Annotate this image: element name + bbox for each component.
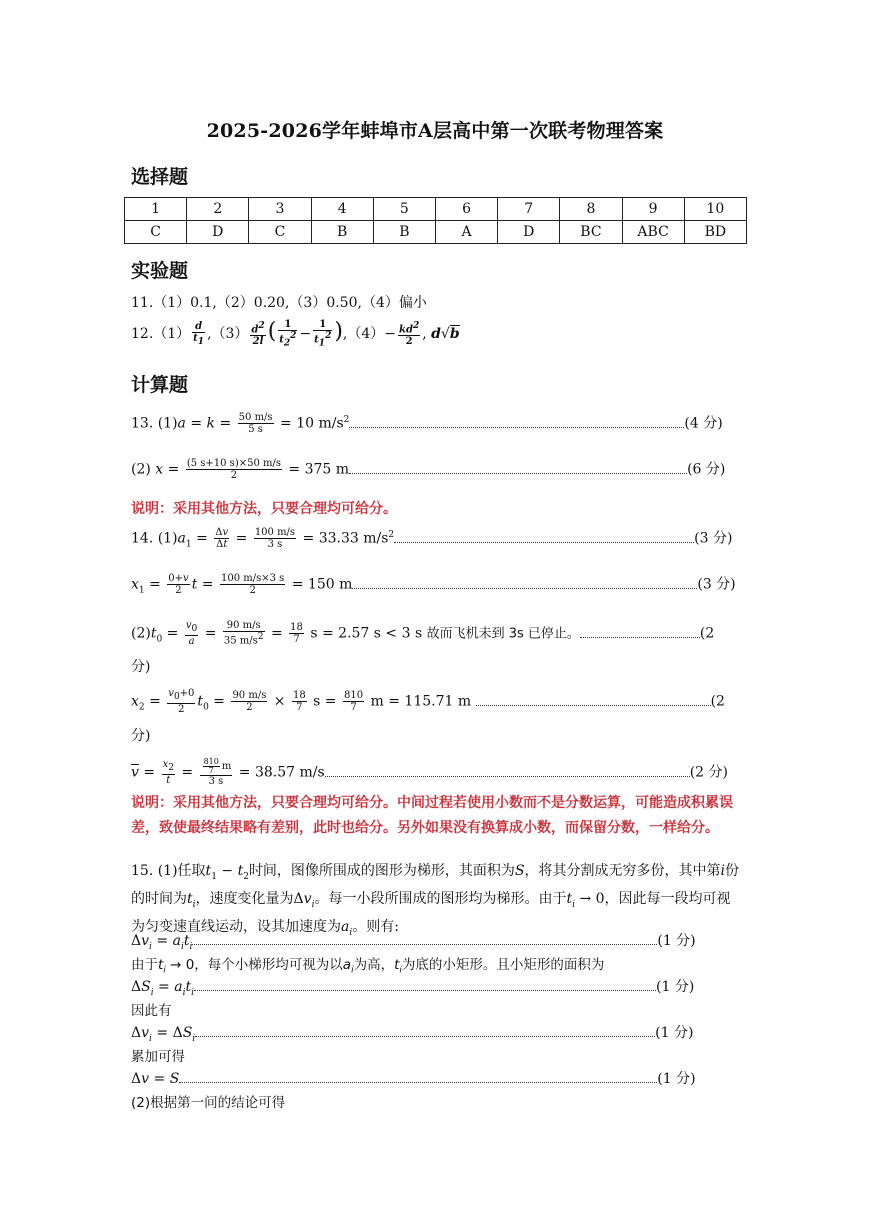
q15-score2: (1 分) bbox=[656, 979, 695, 995]
table-cell: BC bbox=[560, 221, 622, 244]
q12-part3: ,（3） bbox=[207, 326, 249, 343]
q15-l3d: 为底的小矩形。且小矩形的面积为 bbox=[401, 957, 605, 973]
table-cell: 8 bbox=[560, 198, 622, 221]
section-calc-heading: 计算题 bbox=[131, 374, 189, 396]
q15-score4: (1 分) bbox=[657, 1071, 696, 1087]
q14-score5: (2 分) bbox=[689, 764, 728, 781]
table-cell: C bbox=[249, 221, 311, 244]
q15-l3b: ，每个小梯形均可视为以 bbox=[194, 957, 343, 973]
table-cell: C bbox=[125, 221, 187, 244]
q15-p1f: 。每一小段所围成的图形均为梯形。由于 bbox=[314, 890, 567, 907]
q15-paragraph: 15. (1)任取$t_1 - t_2$时间，图像所围成的图形为梯形，其面积为S，将其分割成无穷多份，其中第i份的时间为$t_i$，速度变化量为$\Delta v_i$。每一小段所围成的图形均为梯形。由于$t_i \to 0$，因此每一段均可视为匀变速直线运动，设其加速度为$a_i$。则有: bbox=[131, 863, 740, 938]
q15-score3: (1 分) bbox=[655, 1025, 694, 1041]
q15-p1b: 时间，图像所围成的图形为梯形，其面积为 bbox=[248, 863, 515, 879]
q12-answer: 12.（1） $\frac{d}{t_1}$ ,（3） $\frac{d^2}{2l}$ ( $\frac{1}{t_2^2}$ − $\frac{1}{t_1^2}$ ),（4）− $\frac{kd^2}{2}$ , d√b bbox=[131, 319, 460, 349]
q13-prefix2: (2) bbox=[131, 461, 156, 478]
q15-p1: 15. (1)任取 bbox=[131, 863, 206, 879]
q15-p1e: ，速度变化量为 bbox=[195, 890, 294, 907]
page-title: 2025-2026学年蚌埠市A层高中第一次联考物理答案 bbox=[206, 120, 664, 142]
q15-line7: 累加可得 bbox=[131, 1049, 185, 1065]
table-cell: 3 bbox=[249, 198, 311, 221]
answer-table-answers-row bbox=[125, 221, 747, 244]
table-cell: ABC bbox=[622, 221, 684, 244]
table-cell: B bbox=[373, 221, 435, 244]
table-cell: D bbox=[498, 221, 560, 244]
table-cell: D bbox=[187, 221, 249, 244]
q14-line5: $\overline{v}$ = $\frac{x_2}{t}$ = $\frac{810}{7}$ m 3 s = 38.57 m/s (2 分) bbox=[131, 757, 728, 787]
q13-prefix: 13. (1) bbox=[131, 415, 178, 432]
q14-line4: $x_2$ = $\frac{v_0+0}{2}$ $t_0$ = $\frac{90 m/s}{2}$ × $\frac{18}{7}$ s = $\frac{810}{7}$ m = 115.71 m (2 bbox=[131, 688, 725, 715]
q11-answer: 11.（1）0.1,（2）0.20,（3）0.50,（4）偏小 bbox=[131, 295, 427, 311]
q15-score1: (1 分) bbox=[657, 933, 696, 949]
q12-lead: 12.（1） bbox=[131, 326, 191, 343]
q14-line2: $x_1$ = $\frac{0+v}{2}$ t = $\frac{100 m/s\times 3 s}{2}$ = 150 m (3 分) bbox=[131, 573, 736, 596]
note-1: 说明：采用其他方法，只要合理均可给分。 bbox=[131, 501, 397, 517]
q14-score3: (2 bbox=[699, 625, 715, 642]
q15-p1h: 。则有: bbox=[352, 918, 399, 935]
q12-part4: ,（4）− bbox=[342, 326, 397, 343]
table-cell: 5 bbox=[373, 198, 435, 221]
table-cell: 6 bbox=[435, 198, 497, 221]
q15-p1c: ，将其分割成无穷多份，其中第 bbox=[524, 863, 721, 879]
q15-p1g: ，因此每一段均可视为匀变速直线运动，设其加速度为 bbox=[131, 890, 731, 935]
table-cell: 4 bbox=[311, 198, 373, 221]
answer-table-numbers-row bbox=[125, 198, 747, 221]
q13-score2: (6 分) bbox=[687, 461, 726, 478]
table-cell: 2 bbox=[187, 198, 249, 221]
table-cell: 10 bbox=[684, 198, 746, 221]
table-cell: 1 bbox=[125, 198, 187, 221]
q14-prefix: 14. (1) bbox=[131, 530, 178, 547]
q15-line5: 因此有 bbox=[131, 1003, 172, 1019]
q14-line3: $(2)t_0$ = $\frac{v_0}{a}$ = $\frac{90 m/s}{35 m/s^2}$ = $\frac{18}{7}$ s = 2.57 s < 3 s 故而飞机未到 3s 已停止。 (2 bbox=[131, 620, 715, 647]
q13-line2: (2) x = $\frac{(5 s+10 s)\times 50 m/s}{2}$ = 375 m (6 分) bbox=[131, 458, 726, 481]
answer-table bbox=[124, 197, 747, 244]
q15-line3: 由于$t_i \to 0$，每个小梯形均可视为以$a_i$为高，$t_i$为底的小矩形。且小矩形的面积为 bbox=[131, 957, 605, 976]
q14-score1: (3 分) bbox=[694, 530, 733, 547]
q15-l3: 由于 bbox=[131, 957, 158, 973]
q13-score1: (4 分) bbox=[684, 415, 723, 432]
table-cell: 7 bbox=[498, 198, 560, 221]
q14-prefix3: (2) bbox=[131, 625, 151, 642]
q15-eq3: $\Delta v_i = \Delta S_i$ (1 分) bbox=[131, 1025, 694, 1044]
section-choice-heading: 选择题 bbox=[131, 166, 189, 188]
q14-score4: (2 bbox=[710, 693, 725, 710]
q15-l3c: 为高， bbox=[353, 957, 395, 973]
q15-eq1: $\Delta v_i = a_it_i$ (1 分) bbox=[131, 933, 696, 952]
q13-line1: 13. (1)a = k = $\frac{50 m/s}{5 s}$ = 10 $m/s^2$ (4 分) bbox=[131, 412, 723, 435]
table-cell: B bbox=[311, 221, 373, 244]
section-experiment-heading: 实验题 bbox=[131, 260, 189, 282]
q12-tail: , bbox=[422, 326, 427, 343]
q14-text3: 故而飞机未到 3s 已停止。 bbox=[426, 626, 580, 642]
q15-line9: (2)根据第一问的结论可得 bbox=[131, 1095, 286, 1111]
table-cell: 9 bbox=[622, 198, 684, 221]
q15-p1d: 份的时间为 bbox=[131, 863, 740, 907]
table-cell: BD bbox=[684, 221, 746, 244]
q15-eq4: Δv = S (1 分) bbox=[131, 1071, 696, 1087]
table-cell: A bbox=[435, 221, 497, 244]
q14-line1: 14. $(1)a_1$ = $\frac{\Delta v}{\Delta t}$ = $\frac{100 m/s}{3 s}$ = 33.33 $m/s^2$ (3 分) bbox=[131, 527, 733, 550]
note-2: 说明：采用其他方法，只要合理均可给分。中间过程若使用小数而不是分数运算，可能造成积累误差，致使最终结果略有差别，此时也给分。另外如果没有换算成小数，而保留分数，一样给分。 bbox=[131, 795, 733, 836]
q14-line4-wrap: 分) bbox=[131, 728, 151, 744]
q15-eq2: $\Delta S_i = a_it_i$ (1 分) bbox=[131, 979, 695, 998]
q14-line3-wrap: 分) bbox=[131, 659, 151, 675]
q14-score2: (3 分) bbox=[697, 576, 736, 593]
